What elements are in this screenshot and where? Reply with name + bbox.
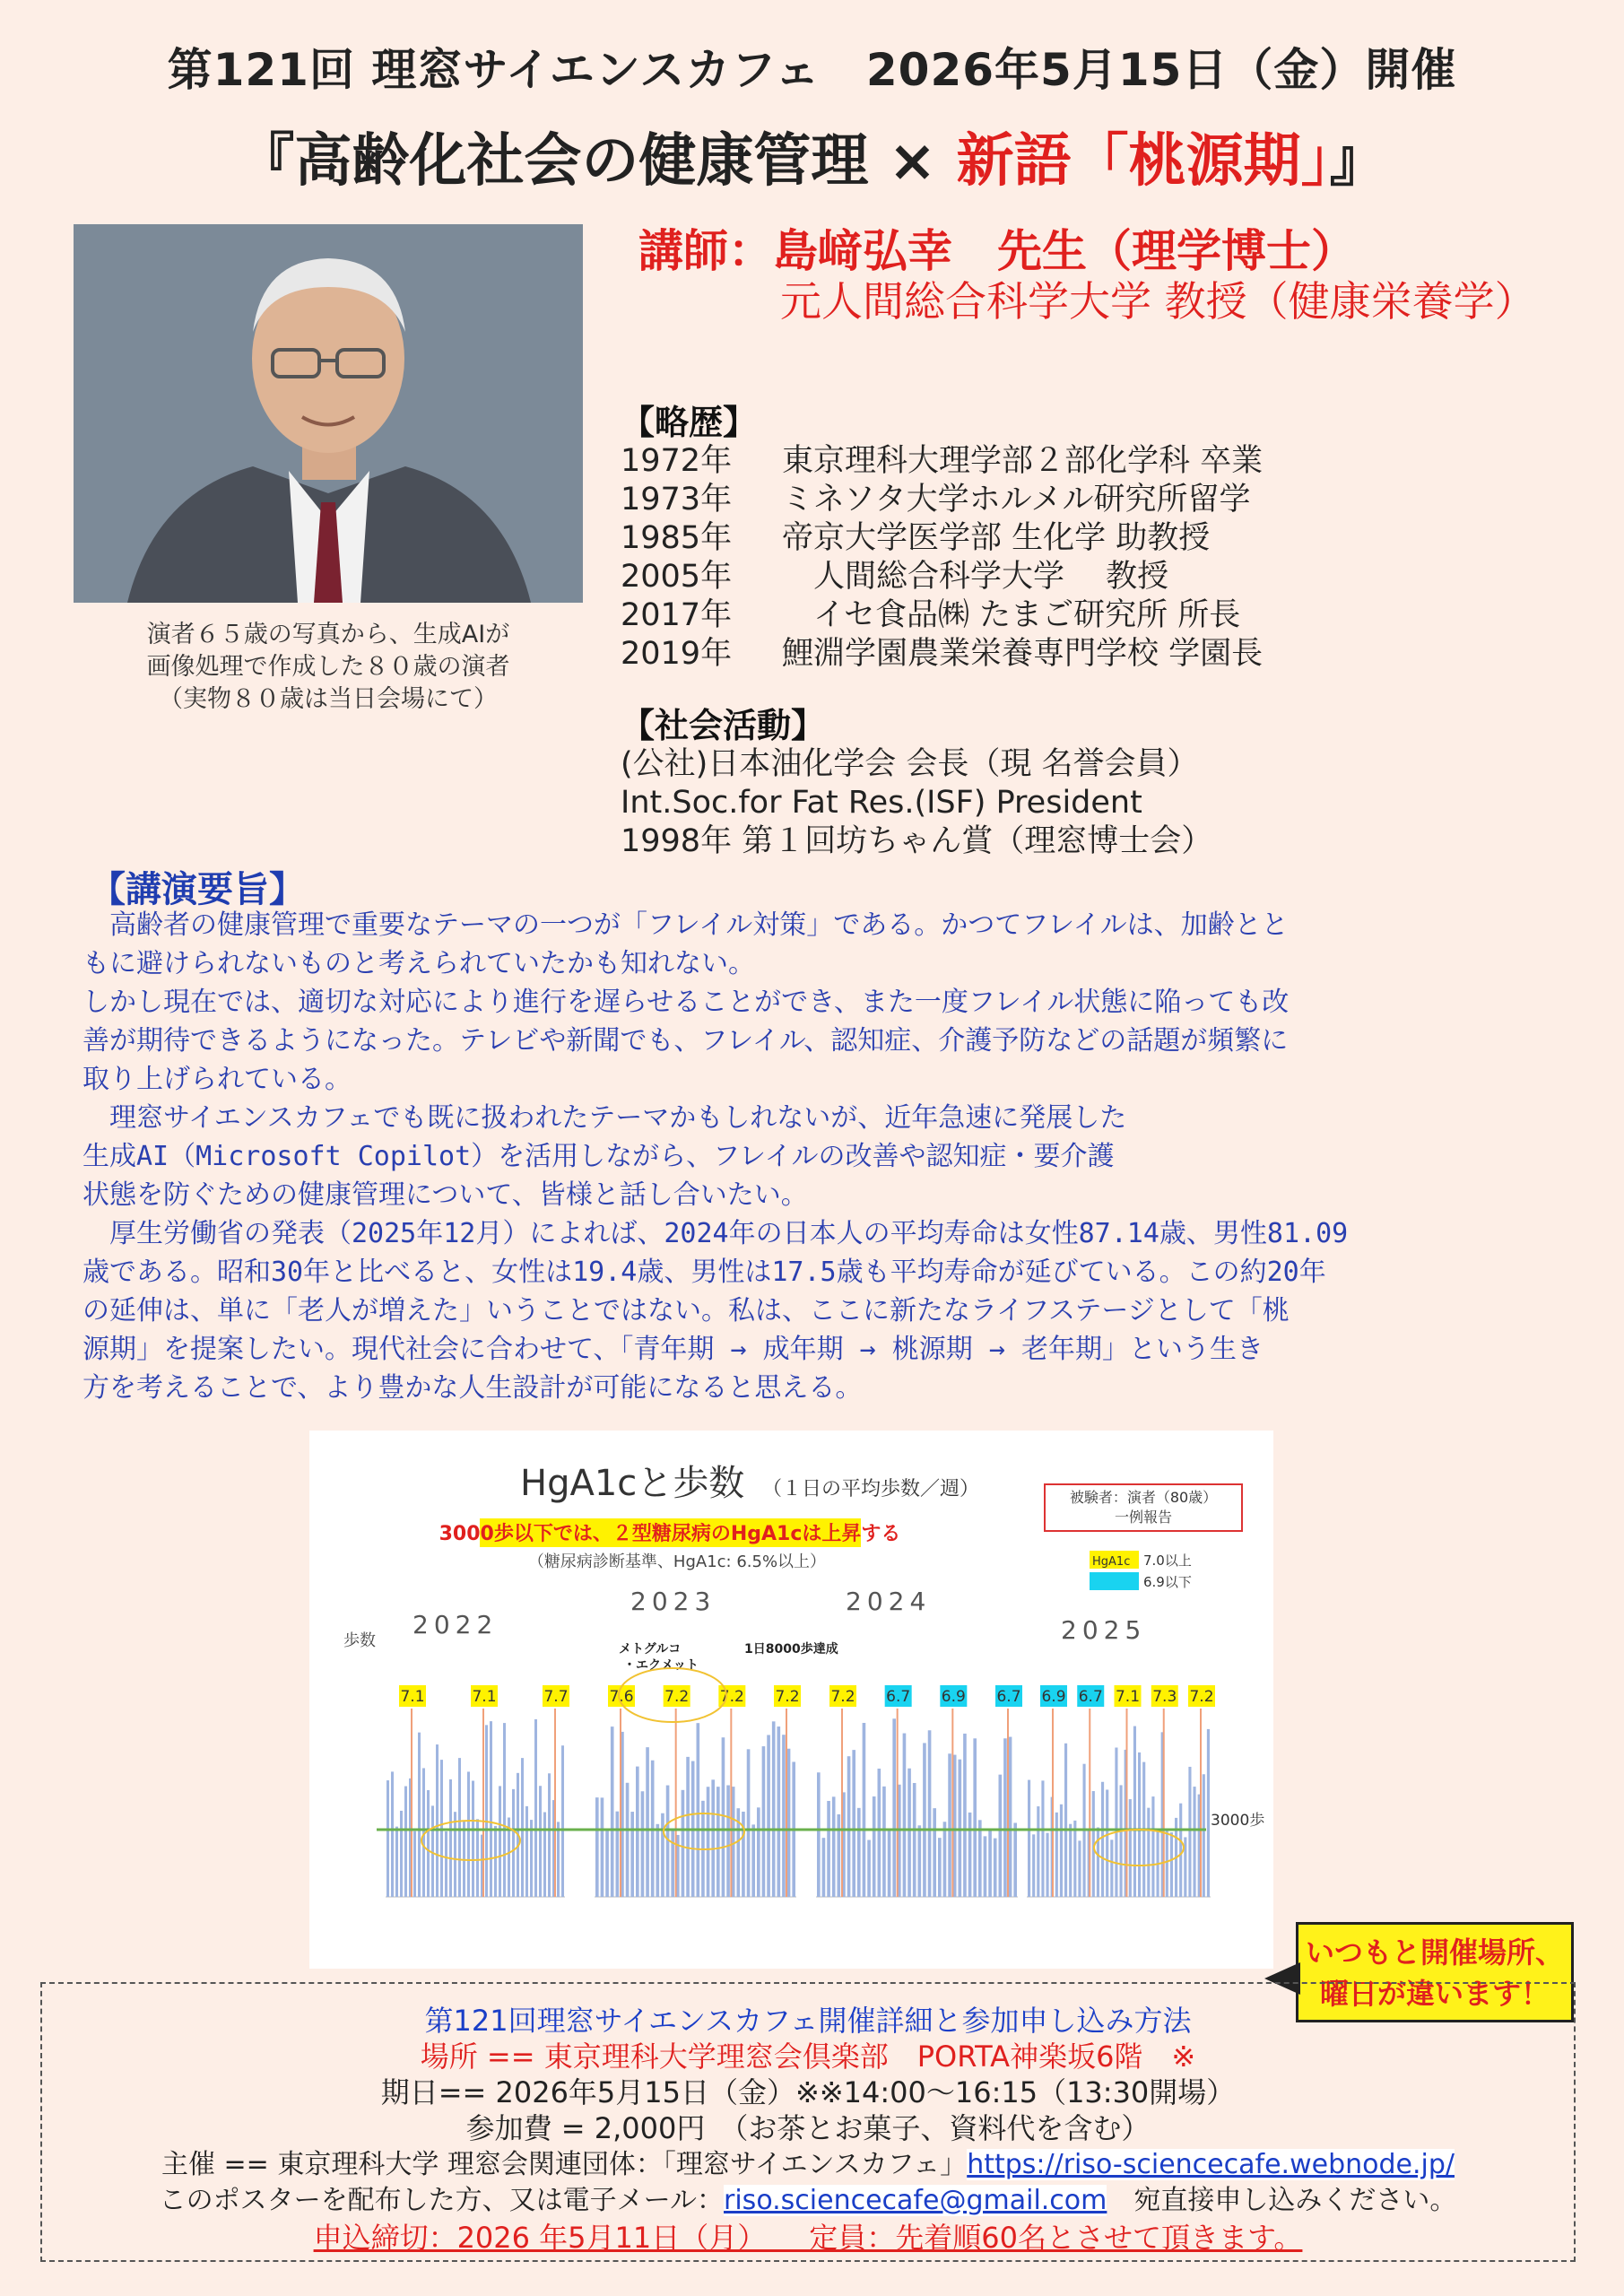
social-item: (公社)日本油化学会 会長（現 名誉会員） [621, 746, 1199, 782]
step-bar [436, 1744, 439, 1897]
legend-low-text: 6.9以下 [1143, 1574, 1192, 1590]
summary-line: もに避けられないものと考えられていたかも知れない。 [83, 948, 755, 979]
info-title: 第121回理窓サイエンスカフェ開催詳細と参加申し込み方法 [424, 2004, 1192, 2038]
step-bar [943, 1822, 947, 1897]
step-bar [548, 1773, 551, 1897]
step-bar [751, 1824, 755, 1897]
step-bar [472, 1781, 474, 1897]
summary-line: 源期」を提案したい。現代社会に合わせて、「青年期 → 成年期 → 桃源期 → 老年期」という生き [83, 1334, 1264, 1365]
step-bar [686, 1757, 690, 1897]
step-bar [697, 1723, 700, 1897]
legend-label: HgA1c [1092, 1555, 1131, 1569]
step-bar [1055, 1813, 1058, 1897]
step-bar [817, 1772, 821, 1897]
hga1c-value: 7.2 [719, 1688, 744, 1706]
step-bar [661, 1813, 664, 1897]
step-bar [682, 1790, 685, 1897]
title-highlight: 新語「桃源期」 [956, 128, 1330, 195]
summary-line: 高齢者の健康管理で重要なテーマの一つが「フレイル対策」である。かつてフレイルは、加齢とと [83, 909, 1289, 941]
apply-prefix: このポスターを配布した方、又は電子メール： [159, 2185, 725, 2216]
step-bar [449, 1779, 452, 1897]
hga1c-value: 7.2 [664, 1688, 690, 1706]
step-bar [503, 1723, 506, 1897]
info-organizer: 主催 == 東京理科大学 理窓会関連団体：「理窓サイエンスカフェ」 [161, 2149, 968, 2180]
step-bar [892, 1718, 896, 1897]
step-bar [485, 1725, 488, 1897]
step-bar [953, 1755, 957, 1897]
step-bar [1041, 1780, 1044, 1897]
hga1c-value: 7.2 [830, 1688, 855, 1706]
step-bar [1064, 1744, 1067, 1897]
step-bar [467, 1771, 470, 1897]
step-bar [762, 1746, 766, 1897]
threshold-label: 3000歩 [1211, 1812, 1265, 1830]
info-apply-line [42, 2178, 1574, 2217]
summary-line: 厚生労働省の発表（2025年12月）によれば、2024年の日本人の平均寿命は女性87.14歳、男性81.09 [83, 1218, 1349, 1249]
callout-line: 曜日が違います！ [1319, 1977, 1550, 2011]
career-year: 1973年 [621, 482, 733, 517]
step-bar [923, 1743, 926, 1897]
step-bar [918, 1825, 922, 1897]
info-date: 期日== 2026年5月15日（金）※※14:00～16:15（13:30開場） [380, 2075, 1236, 2109]
step-bar [395, 1827, 398, 1897]
step-bar [908, 1769, 911, 1897]
step-bar [777, 1726, 781, 1897]
hga1c-value: 7.2 [1189, 1688, 1214, 1706]
step-bar [595, 1797, 599, 1897]
step-bar [1069, 1824, 1072, 1897]
annotation-drug: メトグルコ [619, 1642, 682, 1657]
step-bar [882, 1787, 886, 1897]
step-bar [938, 1838, 942, 1897]
step-bar [431, 1805, 434, 1897]
step-bar [913, 1783, 916, 1897]
career-heading: 【略歴】 [621, 403, 758, 442]
step-bar [490, 1721, 492, 1897]
social-section [621, 707, 1212, 861]
career-item [621, 558, 1263, 596]
step-bar [707, 1787, 710, 1897]
step-bar [757, 1807, 760, 1897]
step-bar [494, 1826, 497, 1897]
step-bar [948, 1753, 951, 1897]
step-bar [772, 1721, 776, 1897]
step-bar [1003, 1738, 1007, 1897]
step-bar [1028, 1780, 1030, 1897]
step-bar [978, 1820, 982, 1897]
summary-line: の延伸は、単に「老人が増えた」いうことではない。私は、ここに新たなライフステージとして「桃 [83, 1295, 1290, 1326]
step-bar [454, 1812, 456, 1897]
hga1c-value: 6.9 [1041, 1688, 1066, 1706]
apply-suffix: 宛直接申し込みください。 [1107, 2185, 1457, 2216]
hga1c-value: 6.7 [996, 1688, 1021, 1706]
career-year: 1972年 [621, 443, 733, 479]
lecturer-name: 講師：島﨑弘幸 先生（理学博士） [638, 225, 1356, 277]
step-bar [787, 1749, 791, 1897]
social-heading: 【社会活動】 [621, 706, 826, 745]
caption-line: 画像処理で作成した８０歳の演者 [146, 653, 510, 681]
step-bar [732, 1787, 735, 1897]
chart-canvas [309, 1431, 1273, 1969]
step-bar [999, 1775, 1003, 1897]
career-text: 帝京大学医学部 生化学 助教授 [782, 520, 1211, 556]
step-bar [1060, 1805, 1063, 1897]
website-link[interactable]: https://riso-sciencecafe.webnode.jp/ [967, 2149, 1455, 2180]
career-text: イセ食品㈱ たまご研究所 所長 [782, 597, 1241, 633]
step-bar [1037, 1806, 1039, 1897]
info-fee: 参加費 = 2,000円 （お茶とお菓子、資料代を含む） [465, 2111, 1151, 2145]
hga1c-value: 7.7 [543, 1688, 569, 1706]
legend-high-text: 7.0以上 [1143, 1552, 1192, 1569]
step-bar [1101, 1782, 1104, 1897]
info-place: 場所 == 東京理科大学理窓会倶楽部 PORTA神楽坂6階 ※ [420, 2039, 1196, 2074]
caption-line: （実物８０歳は当日会場にて） [159, 685, 498, 713]
step-bar [1115, 1748, 1117, 1897]
career-item [621, 519, 1263, 558]
step-bar [822, 1838, 826, 1897]
lecturer-photo [74, 224, 583, 603]
step-bar [611, 1726, 614, 1897]
chart-title: HgA1cと歩数 [520, 1463, 745, 1504]
step-bar [716, 1787, 720, 1897]
caption-line: 演者６５歳の写真から、生成AIが [146, 621, 510, 648]
hga1c-steps-chart [309, 1431, 1273, 1969]
hga1c-value: 7.2 [775, 1688, 800, 1706]
step-bar [1151, 1796, 1154, 1897]
chart-headline: 3000歩以下では、２型糖尿病のHgA1cは上昇する [439, 1523, 901, 1545]
step-bar [534, 1719, 537, 1897]
step-bar [1032, 1834, 1035, 1897]
step-bar [994, 1839, 997, 1897]
chart-criterion: （糖尿病診断基準、HgA1c: 6.5%以上） [527, 1552, 827, 1571]
annotation-drug: ・エクメット [623, 1658, 699, 1673]
step-bar [636, 1767, 639, 1897]
step-bar [512, 1789, 515, 1897]
step-bar [722, 1737, 725, 1897]
callout-line: いつもと開催場所、 [1305, 1935, 1564, 1970]
step-bar [525, 1806, 528, 1897]
summary-line: 理窓サイエンスカフェでも既に扱われたテーマかもしれないが、近年急速に発展した [83, 1102, 1127, 1134]
step-bar [1207, 1729, 1210, 1897]
step-bar [671, 1830, 674, 1897]
step-bar [521, 1758, 524, 1897]
step-bar [711, 1779, 715, 1897]
step-bar [561, 1745, 564, 1897]
hga1c-value: 7.1 [400, 1688, 425, 1706]
step-bar [543, 1813, 546, 1897]
career-text: 東京理科大理学部２部化学科 卒業 [782, 443, 1264, 479]
step-bar [1166, 1831, 1168, 1897]
step-bar [933, 1808, 936, 1897]
event-info-box [40, 1982, 1576, 2262]
step-bar [838, 1814, 841, 1897]
step-bar [413, 1831, 416, 1897]
summary-text [83, 906, 1553, 1407]
info-organizer-line [42, 2142, 1574, 2181]
summary-line: 歳である。昭和30年と比べると、女性は19.4歳、男性は17.5歳も平均寿命が延びている。この約20年 [83, 1257, 1326, 1288]
step-bar [605, 1831, 609, 1897]
summary-line: 生成AI（Microsoft Copilot）を活用しながら、フレイルの改善や認知症・要介護 [83, 1141, 1115, 1172]
step-bar [1078, 1840, 1081, 1897]
step-bar [1013, 1822, 1017, 1897]
step-bar [878, 1769, 881, 1897]
chart-title-note: （１日の平均歩数／週） [762, 1478, 980, 1500]
career-item [621, 481, 1263, 519]
step-bar [616, 1812, 620, 1897]
step-bar [863, 1723, 866, 1897]
info-deadline: 申込締切：2026 年5月11日（月） 定員：先着順60名とさせて頂きます。 [313, 2221, 1303, 2255]
step-bar [963, 1734, 967, 1897]
step-bar [847, 1756, 851, 1897]
subject-note: 一例報告 [1114, 1509, 1173, 1526]
year-label: 2022 [413, 1610, 499, 1639]
step-bar [1046, 1833, 1049, 1897]
portrait-illustration [74, 224, 583, 603]
step-bar [903, 1734, 907, 1897]
step-bar [404, 1787, 407, 1897]
step-bar [1147, 1808, 1150, 1897]
step-bar [386, 1780, 389, 1897]
career-year: 2019年 [621, 636, 733, 672]
social-item: Int.Soc.for Fat Res.(ISF) President [621, 785, 1142, 821]
step-bar [832, 1796, 836, 1897]
step-bar [1073, 1821, 1076, 1897]
step-bar [656, 1824, 660, 1897]
step-bar [857, 1808, 861, 1897]
step-bar [626, 1783, 630, 1897]
step-bar [641, 1791, 645, 1897]
step-bar [400, 1811, 403, 1897]
step-bar [1194, 1787, 1196, 1897]
summary-line: 方を考えることで、より豊かな人生設計が可能になると思える。 [83, 1372, 863, 1404]
legend-low-swatch [1090, 1572, 1139, 1590]
career-item [621, 596, 1263, 635]
year-label: 2023 [630, 1587, 716, 1616]
step-bar [601, 1797, 604, 1897]
title-suffix: 』 [1329, 128, 1387, 195]
social-item: 1998年 第１回坊ちゃん賞（理窓博士会） [621, 823, 1213, 859]
career-text: 鯉淵学園農業栄養専門学校 学園長 [782, 636, 1264, 672]
photo-caption [74, 619, 583, 716]
step-bar [539, 1786, 542, 1897]
event-header: 第121回 理窓サイエンスカフェ 2026年5月15日（金）開催 [167, 44, 1457, 96]
career-text: ミネソタ大学ホルメル研究所留学 [782, 482, 1251, 517]
career-year: 2017年 [621, 597, 733, 633]
step-bar [1138, 1752, 1141, 1897]
hga1c-value: 7.6 [609, 1688, 634, 1706]
summary-line: 善が期待できるようになった。テレビや新聞でも、フレイル、認知症、介護予防などの話題が頻繁に [83, 1025, 1289, 1057]
step-bar [1133, 1726, 1136, 1897]
email-link[interactable]: riso.sciencecafe@gmail.com [724, 2185, 1107, 2216]
summary-line: しかし現在では、適切な対応により進行を遅らせることができ、また一度フレイル状態に陥っても改 [83, 987, 1290, 1018]
career-year: 1985年 [621, 520, 733, 556]
step-bar [1179, 1804, 1182, 1897]
y-axis-label: 歩数 [343, 1631, 376, 1650]
step-bar [968, 1813, 972, 1897]
hga1c-value: 7.1 [1115, 1688, 1141, 1706]
step-bar [1188, 1767, 1191, 1897]
career-section [621, 404, 1263, 674]
step-bar [418, 1733, 421, 1897]
year-label: 2024 [846, 1587, 932, 1616]
step-bar [928, 1730, 932, 1897]
event-title [0, 115, 1624, 197]
step-bar [827, 1801, 830, 1897]
hga1c-value: 6.9 [941, 1688, 966, 1706]
step-bar [391, 1771, 394, 1897]
summary-line: 取り上げられている。 [83, 1064, 352, 1095]
step-bar [1170, 1832, 1173, 1897]
step-bar [782, 1735, 786, 1897]
step-bar [1009, 1737, 1012, 1897]
step-bar [1097, 1828, 1099, 1897]
step-bar [873, 1796, 876, 1897]
step-bar [1203, 1774, 1205, 1897]
step-bar [445, 1831, 447, 1897]
step-bar [767, 1735, 770, 1897]
step-bar [959, 1760, 962, 1897]
step-bar [726, 1786, 730, 1897]
annotation-steps: 1日8000歩達成 [744, 1642, 838, 1657]
step-bar [747, 1749, 751, 1897]
step-bar [1120, 1785, 1123, 1897]
step-bar [427, 1790, 430, 1897]
step-bar [852, 1750, 855, 1897]
step-bar [646, 1747, 649, 1897]
step-bar [973, 1738, 977, 1897]
title-prefix: 『高齢化社会の健康管理 × [237, 128, 957, 195]
step-bar [1106, 1789, 1108, 1897]
step-bar [557, 1822, 560, 1897]
step-bar [988, 1831, 992, 1897]
career-text: 人間総合科学大学 教授 [782, 559, 1169, 595]
step-bar [458, 1758, 461, 1897]
lecturer-position: 元人間総合科学大学 教授（健康栄養学） [780, 277, 1536, 326]
subject-note: 被験者：演者（80歳） [1069, 1489, 1218, 1506]
summary-heading: 【講演要旨】 [90, 869, 305, 910]
hga1c-value: 7.3 [1152, 1688, 1177, 1706]
hga1c-value: 7.1 [472, 1688, 497, 1706]
step-bar [984, 1836, 987, 1897]
step-bar [1129, 1799, 1132, 1897]
career-item [621, 635, 1263, 674]
hga1c-value: 6.7 [886, 1688, 911, 1706]
step-bar [1110, 1839, 1113, 1897]
career-item [621, 442, 1263, 481]
summary-line: 状態を防ぐための健康管理について、皆様と話し合いたい。 [83, 1179, 808, 1211]
step-bar [499, 1786, 501, 1897]
step-bar [530, 1820, 533, 1897]
step-bar [867, 1840, 871, 1897]
career-year: 2005年 [621, 559, 733, 595]
step-bar [888, 1830, 891, 1897]
year-label: 2025 [1061, 1615, 1147, 1645]
hga1c-value: 6.7 [1078, 1688, 1103, 1706]
step-bar [630, 1812, 634, 1897]
